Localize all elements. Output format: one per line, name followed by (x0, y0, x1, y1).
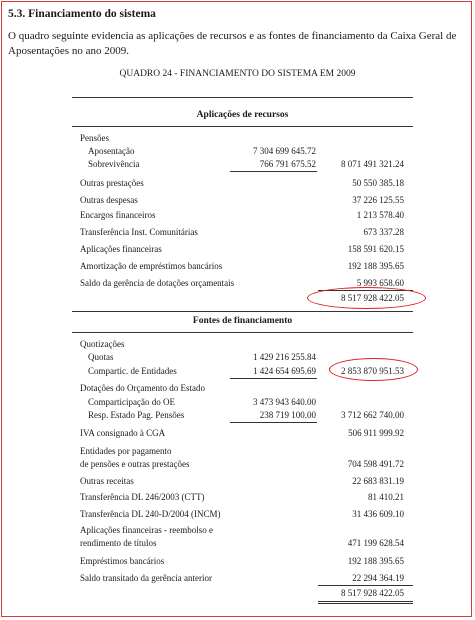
fontes-total: 8 517 928 422.05 (341, 588, 404, 598)
entidades-label-line2: de pensões e outras prestações (80, 459, 190, 469)
fontes-total-underline-1 (318, 601, 413, 602)
row-value: 1 213 578.40 (356, 210, 404, 220)
row-label: Outras prestações (80, 178, 144, 188)
dotacoes-subtotal-rule (230, 422, 317, 423)
row-value: 192 188 395.65 (347, 261, 404, 271)
intro-paragraph: O quadro seguinte evidencia as aplicações de recursos e as fontes de financiamento da Caixa Geral de Aposentações no ano 2009. (8, 30, 457, 57)
aplic-value: 471 199 628.54 (347, 538, 404, 548)
aplicacoes-heading-rule (72, 126, 413, 127)
table-title: QUADRO 24 - FINANCIAMENTO DO SISTEMA EM 2009 (119, 69, 356, 79)
fontes-heading-rule (72, 332, 413, 333)
fontes-total-underline-2 (318, 603, 413, 604)
aplic-label-line1: Aplicações financeiras - reembolso e (80, 525, 213, 535)
row-label: Transferência Inst. Comunitárias (80, 227, 198, 237)
emprestimos-label: Empréstimos bancários (80, 556, 165, 566)
compart-value: 1 424 654 695.69 (253, 366, 316, 376)
dl240-label: Transferência DL 240-D/2004 (INCM) (80, 509, 221, 519)
pensoes-subtotal-rule (230, 171, 317, 172)
quotizacoes-label: Quotizações (80, 339, 125, 349)
aplic-label-line2: rendimento de títulos (80, 538, 157, 548)
quotizacoes-subtotal-highlight (329, 358, 418, 381)
aposentacao-value: 7 304 699 645.72 (253, 146, 316, 156)
saldo-value: 22 294 364.19 (352, 573, 404, 583)
table-top-rule (72, 97, 413, 98)
aplicacoes-total: 8 517 928 422.05 (341, 293, 404, 303)
row-label: Outras despesas (80, 195, 138, 205)
row-value: 50 550 385.18 (352, 178, 404, 188)
pensoes-subtotal: 8 071 491 321.24 (341, 159, 404, 169)
row-label: Encargos financeiros (80, 210, 156, 220)
oe-label: Comparticipação do OE (88, 397, 175, 407)
dl246-value: 81 410.21 (368, 492, 404, 502)
row-value: 673 337.28 (363, 227, 404, 237)
outras-receitas-value: 22 683 831.19 (352, 476, 404, 486)
fontes-heading: Fontes de financiamento (192, 316, 293, 326)
resp-value: 238 719 100.00 (259, 410, 316, 420)
resp-label: Resp. Estado Pag. Pensões (88, 410, 185, 420)
section-title: 5.3. Financiamento do sistema (8, 8, 156, 20)
fontes-top-rule (72, 311, 413, 312)
quotizacoes-subtotal: 2 853 870 951.53 (341, 366, 404, 376)
dl240-value: 31 436 609.10 (352, 509, 404, 519)
aposentacao-label: Aposentação (88, 146, 135, 156)
aplicacoes-heading: Aplicações de recursos (196, 110, 289, 120)
row-label: Saldo da gerência de dotações orçamentais (80, 278, 235, 288)
dotacoes-subtotal: 3 712 662 740.00 (341, 410, 404, 420)
sobrevivencia-value: 766 791 675.52 (259, 159, 316, 169)
fontes-total-rule (318, 585, 413, 586)
aplicacoes-total-highlight (307, 287, 426, 309)
emprestimos-value: 192 188 395.65 (347, 556, 404, 566)
row-value: 37 226 125.55 (352, 195, 404, 205)
row-label: Amortização de empréstimos bancários (80, 261, 223, 271)
row-label: Aplicações financeiras (80, 244, 162, 254)
outras-receitas-label: Outras receitas (80, 476, 134, 486)
quotas-label: Quotas (88, 352, 114, 362)
entidades-label-line1: Entidades por pagamento (80, 446, 172, 456)
quotizacoes-subtotal-rule (230, 378, 317, 379)
sobrevivencia-label: Sobrevivência (88, 159, 140, 169)
pensoes-label: Pensões (80, 133, 109, 143)
saldo-label: Saldo transitado da gerência anterior (80, 573, 212, 583)
row-value: 158 591 620.15 (347, 244, 404, 254)
page-frame (1, 1, 472, 617)
dotacoes-label: Dotações do Orçamento do Estado (80, 383, 205, 393)
oe-value: 3 473 943 640.00 (253, 397, 316, 407)
iva-value: 506 911 999.92 (348, 428, 404, 438)
row-value: 5 993 658.60 (356, 278, 404, 288)
compart-label: Compartic. de Entidades (88, 366, 177, 376)
entidades-value: 704 598 491.72 (347, 459, 404, 469)
iva-label: IVA consignado à CGA (80, 428, 166, 438)
quotas-value: 1 429 216 255.84 (253, 352, 316, 362)
dl246-label: Transferência DL 246/2003 (CTT) (80, 492, 205, 502)
